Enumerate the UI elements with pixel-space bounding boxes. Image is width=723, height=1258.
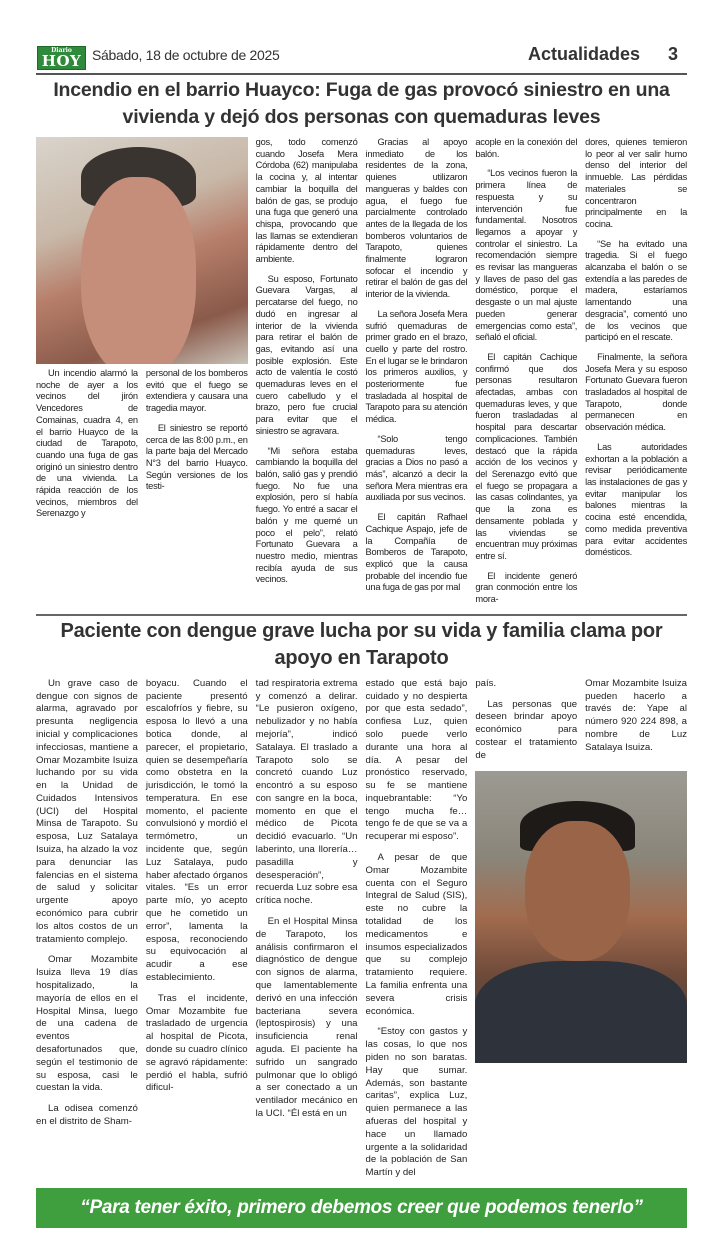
paragraph: Su esposo, Fortunato Guevara Vargas, al percatarse del fuego, no dudó en ingresar al interior de la vivienda para retirar el balón de gas, evitando así una posible explosión. Este acto de valentía le costó quemaduras leves en el cuero cabelludo y el brazo, pero fue crucial para evitar que el siniestro se agravara.	[255, 273, 358, 436]
page-number: 3	[668, 44, 679, 64]
paragraph: “Estoy con gastos y las cosas, lo que nos piden no son baratas. Hay que sumar. Además, son bastante caritas”, explica Luz, quien permanece a las afueras del hospital y hace un llamado urgente a la solidaridad de la población de San Martín y del	[365, 1026, 468, 1179]
paragraph: “Se ha evitado una tragedia. Si el fuego alcanzaba el balón o se extendía a las paredes de madera, estaríamos lamentando una desgracia”, comentó uno de los vecinos que participó en el rescate.	[585, 238, 687, 343]
article2-headline: Paciente con dengue grave lucha por su vida y familia clama por apoyo en Tarapoto	[60, 619, 663, 669]
article2-photo	[475, 771, 687, 1063]
paragraph: Omar Mozambite Isuiza lleva 19 días hospitalizado, la mayoría de ellos en el Hospital Minsa, luego de una cadena de eventos desafortunados que, según el testimonio de su esposa, casi le cuestan la vida.	[36, 954, 138, 1094]
article-divider	[36, 614, 687, 616]
paragraph: “Los vecinos fueron la primera línea de respuesta y su intervención fue fundamental. Nosotros llegamos a apoyar y controlar el siniestro. La recomendación siempre es revisar las mangueras y llaves de paso del gas doméstico, porque el desgaste o un mal ajuste pueden generar emergencias como esta”, señaló el oficial.	[475, 168, 578, 343]
article1-lead-columns	[36, 368, 248, 520]
article2-column-6	[585, 678, 687, 755]
paragraph: El siniestro se reportó cerca de las 8:00 p.m., en la parte baja del Mercado N°3 del barrio Huayco. Según versiones de los testi-	[145, 422, 248, 492]
issue-date: Sábado, 18 de octubre de 2025	[92, 47, 280, 63]
newspaper-logo	[37, 46, 86, 70]
logo-big-text: HOY	[41, 52, 82, 70]
paragraph: El incidente generó gran conmoción entre los mora-	[475, 570, 578, 605]
article1-body	[36, 137, 687, 606]
paragraph: El capitán Cachique confirmó que dos personas resultaron afectadas, ambas con quemaduras leves, y que fueron trasladadas al hospital para descartar complicaciones. También destacó que la rápida acción de los vecinos y del Serenazgo evitó que el fuego se propagara a las casas colindantes, ya que la zona es densamente poblada y las viviendas se encuentran muy próximas entre sí.	[475, 351, 578, 561]
article1-column-2	[146, 368, 248, 493]
paragraph: boyacu. Cuando el paciente presentó escalofríos y fiebre, su esposa lo llevó a una botica donde, al parecer, el propietario, quien se desempeñaría como obstetra en la jurisdicción, le tomó la temperatura. En ese momento, el paciente convulsionó y mordió el termómetro, un incidente que, según Luz Satalaya, pudo haber afectado órganos vitales. “Es un error parte mío, yo acepto que he cometido un error”, lamenta la esposa, reconociendo su equivocación al acudir a ese establecimiento.	[145, 677, 248, 984]
paragraph: En el Hospital Minsa de Tarapoto, los análisis confirmaron el diagnóstico de dengue con signos de alarma, que lamentablemente derivó en una infección bacteriana severa (leptospirosis) y una insuficiencia renal aguda. El paciente ha sufrido un sangrado pulmonar que lo obligó a ser conectado a un ventilador mecánico en la UCI. “Él está en un	[255, 916, 358, 1120]
paragraph: estado que está bajo cuidado y no despierta por que esta sedado”, confiesa Luz, quien solo puede verlo durante una hora al día. A pesar del pronóstico reservado, su fe se mantiene inquebrantable: “Yo tengo mucha fe… tengo fe de que se va a recuperar mi esposo”.	[365, 677, 468, 843]
article2-column-4	[366, 678, 468, 1180]
paragraph: La odisea comenzó en el distrito de Sham-	[36, 1103, 138, 1128]
section-name: Actualidades	[528, 44, 641, 64]
masthead	[36, 44, 687, 75]
paragraph: dores, quienes temieron lo peor al ver salir humo denso del interior del inmueble. Las pérdidas materiales se concentraron principalmente en la cocina.	[585, 137, 687, 229]
paragraph: “Mi señora estaba cambiando la boquilla del balón, salió gas y prendió fuego. No fue una explosión, pero sí había fuego. Yo entré a sacar el balón y me quemé un poco el pelo”, relató Fortunato Guevara a nuestro medio, mientras recibía ayuda de sus vecinos.	[255, 445, 358, 585]
paragraph: Tras el incidente, Omar Mozambite fue trasladado de urgencia al hospital de Picota, donde su cuadro clínico se agravó rápidamente: perdió el habla, sufrió dificul-	[145, 992, 248, 1094]
paragraph: “Solo tengo quemaduras leves, gracias a Dios no pasó a más”, alcanzó a decir la señora Mera mientras era auxiliada por sus vecinos.	[365, 433, 468, 503]
paragraph: Omar Mozambite Isuiza pueden hacerlo a través de: Yape al número 920 224 898, a nombre de Luz Satalaya Isuiza.	[585, 677, 687, 753]
article2-column-2	[146, 678, 248, 1096]
paragraph: Las autoridades exhortan a la población a revisar periódicamente las instalaciones de gas y evitar manipular los balones mientras la cocina esté encendida, como medida preventiva para evitar accidentes domésticos.	[585, 441, 687, 558]
article1-column-5	[475, 137, 577, 606]
article1-photo	[36, 137, 248, 364]
paragraph: Las personas que deseen brindar apoyo económico para costear el tratamiento de	[475, 698, 578, 761]
logo-small-text: Diario	[51, 47, 72, 54]
article2-closing-block	[475, 678, 687, 1063]
paragraph: Gracias al apoyo inmediato de los residentes de la zona, quienes utilizaron mangueras y baldes con agua, el fuego fue parcialmente controlado antes de la llegada de los bomberos voluntarios de Tarapoto, quienes finalmente lograron sofocar el incendio y retirar el balón de gas del interior de la vivienda.	[365, 137, 468, 300]
paragraph: La señora Josefa Mera sufrió quemaduras de primer grado en el brazo, cuello y parte del rostro. En el lugar se le brindaron los primeros auxilios, y posteriormente fue trasladada al hospital de Tarapoto para su atención médica.	[365, 308, 468, 425]
article1-column-1	[36, 368, 138, 520]
paragraph: Finalmente, la señora Josefa Mera y su esposo Fortunato Guevara fueron trasladados al hospital de Tarapoto, donde permanecen en observación médica.	[585, 351, 687, 433]
paragraph: Un incendio alarmó la noche de ayer a los vecinos del jirón Vencedores de Comainas, cuadra 4, en el barrio Huayco de la ciudad de Tarapoto, cuando una fuga de gas originó un siniestro dentro de una vivienda. La rápida reacción de los vecinos, miembros del Serenazgo y	[36, 368, 138, 519]
paragraph: acople en la conexión del balón.	[475, 137, 578, 159]
paragraph: A pesar de que Omar Mozambite cuenta con el Seguro Integral de Salud (SIS), este no cubre la totalidad de los medicamentos e insumos especializados que su complejo tratamiento requiere. La familia enfrenta una severa crisis económica.	[365, 852, 468, 1017]
article1-column-6	[585, 137, 687, 559]
paragraph: país.	[475, 677, 497, 689]
paragraph: personal de los bomberos evitó que el fuego se extendiera y causara una tragedia mayor.	[145, 368, 248, 414]
article2-closing-columns	[475, 678, 687, 763]
article1-lead-block	[36, 137, 248, 520]
article1-headline: Incendio en el barrio Huayco: Fuga de gas provocó siniestro en una vivienda y dejó dos personas con quemaduras leves	[53, 79, 670, 128]
footer-quote-banner: “Para tener éxito, primero debemos creer que podemos tenerlo”	[36, 1188, 687, 1228]
article1-column-3	[256, 137, 358, 586]
article2-column-5	[475, 678, 577, 763]
paragraph: Un grave caso de dengue con signos de alarma, agravado por presunta negligencia inicial y complicaciones infecciosas, mantiene a Omar Mozambite Isuiza luchando por su vida en la Unidad de Cuidados Intensivos (UCI) del Hospital Minsa de Tarapoto. Su esposa, Luz Satalaya Isuiza, ha alzado la voz para denunciar las falencias en el sistema de salud y solicitar urgente apoyo económico para cubrir los altos costos de un tratamiento complejo.	[36, 677, 138, 945]
article2-column-1	[36, 678, 138, 1129]
article1-column-4	[366, 137, 468, 594]
article2-column-3	[256, 678, 358, 1121]
paragraph: tad respiratoria extrema y comenzó a delirar. “Le pusieron oxígeno, nebulizador y no había mejoría”, indicó Satalaya. El traslado a Tarapoto solo se concretó cuando Luz encontró a su esposo con sangre en la boca, momento en que el médico de Picota decidió evacuarlo. “Un laberinto, una llorería… pasadilla y desesperación”, recuerda Luz sobre esa crítica noche.	[255, 677, 358, 907]
article2-body	[36, 678, 687, 1180]
paragraph: El capitán Rafhael Cachique Aspajo, jefe de la Compañía de Bomberos de Tarapoto, explicó que la causa probable del incendio fue una fuga de gas por mal	[365, 512, 468, 593]
paragraph: gos, todo comenzó cuando Josefa Mera Córdoba (62) manipulaba la cocina y, al intentar cambiar la boquilla del balón de gas, se produjo una fuga que generó una chispa, provocando que las llamas se extendieran rápidamente dentro del ambiente.	[255, 137, 358, 265]
